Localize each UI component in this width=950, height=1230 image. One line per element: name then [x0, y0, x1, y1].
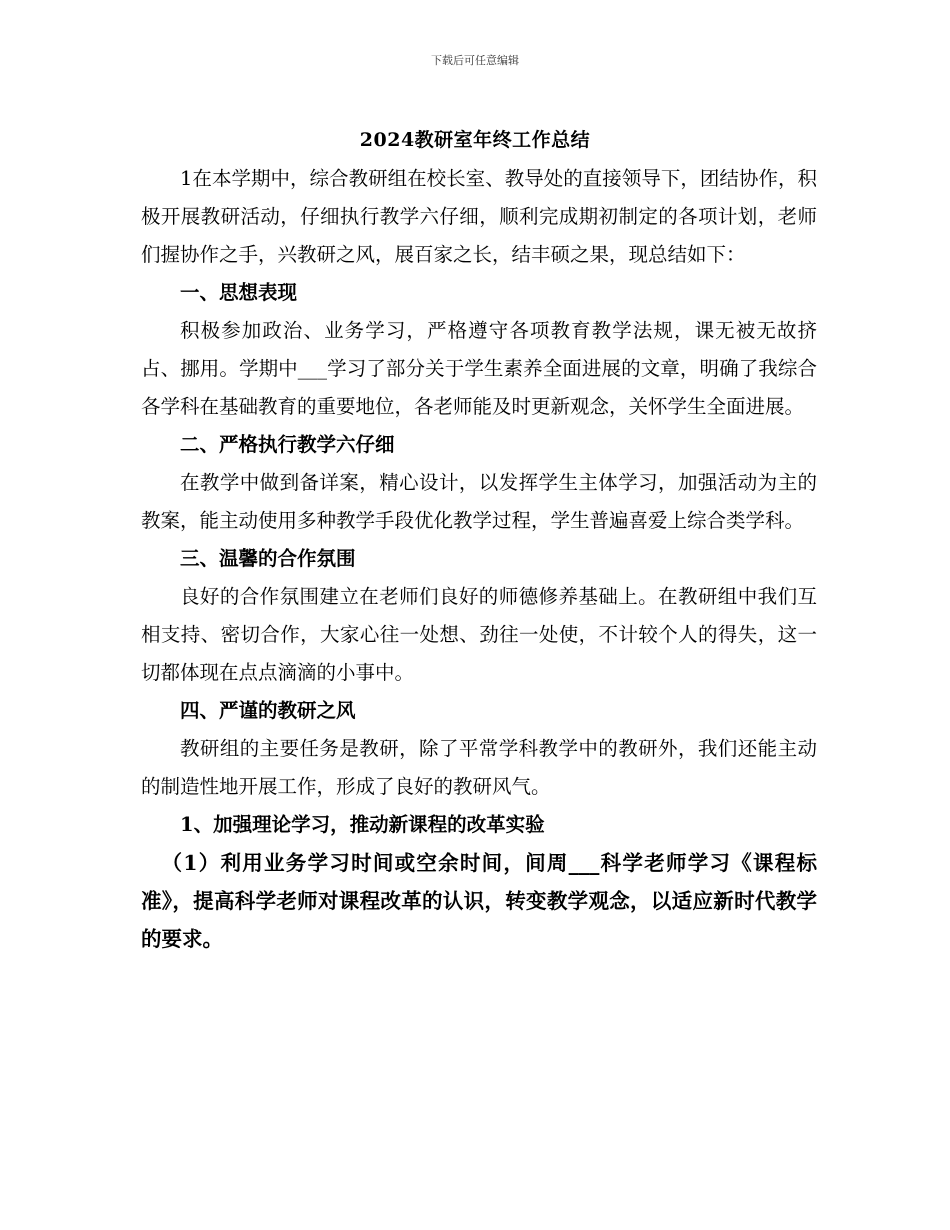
document-title: 2024教研室年终工作总结: [359, 129, 591, 151]
section-body-1: 积极参加政治、业务学习，严格遵守各项教育教学法规，课无被无故挤占、挪用。学期中___学习了部分关于学生素养全面进展的文章，明确了我综合各学科在基础教育的重要地位，各老师能及时更新观念，关怀学生全面进展。: [141, 319, 817, 418]
section-body-4: 教研组的主要任务是教研，除了平常学科教学中的教研外，我们还能主动的制造性地开展工作，形成了良好的教研风气。: [141, 737, 817, 798]
intro-paragraph: 1在本学期中，综合教研组在校长室、教导处的直接领导下，团结协作，积极开展教研活动，仔细执行教学六仔细，顺利完成期初制定的各项计划，老师们握协作之手，兴教研之风，展百家之长，结丰硕之果，现总结如下：: [141, 167, 817, 266]
subsection-body: （1）利用业务学习时间或空余时间，间周___科学老师学习《课程标准》，提高科学老师对课程改革的认识，转变教学观念，以适应新时代教学的要求。: [141, 851, 817, 951]
page-header: 下载后可任意编辑: [431, 54, 519, 67]
subsection-heading: 1、加强理论学习，推动新课程的改革实验: [180, 813, 545, 836]
section-heading-3: 三、温馨的合作氛围: [180, 547, 356, 570]
section-body-2: 在教学中做到备详案，精心设计，以发挥学生主体学习，加强活动为主的教案，能主动使用多种教学手段优化教学过程，学生普遍喜爱上综合类学科。: [141, 471, 817, 532]
section-heading-1: 一、思想表现: [180, 281, 298, 304]
section-heading-2: 二、严格执行教学六仔细: [180, 433, 395, 456]
document-body: [141, 160, 817, 958]
section-heading-4: 四、严谨的教研之风: [180, 699, 356, 722]
section-body-3: 良好的合作氛围建立在老师们良好的师德修养基础上。在教研组中我们互相支持、密切合作，大家心往一处想、劲往一处使，不计较个人的得失，这一切都体现在点点滴滴的小事中。: [141, 585, 817, 684]
